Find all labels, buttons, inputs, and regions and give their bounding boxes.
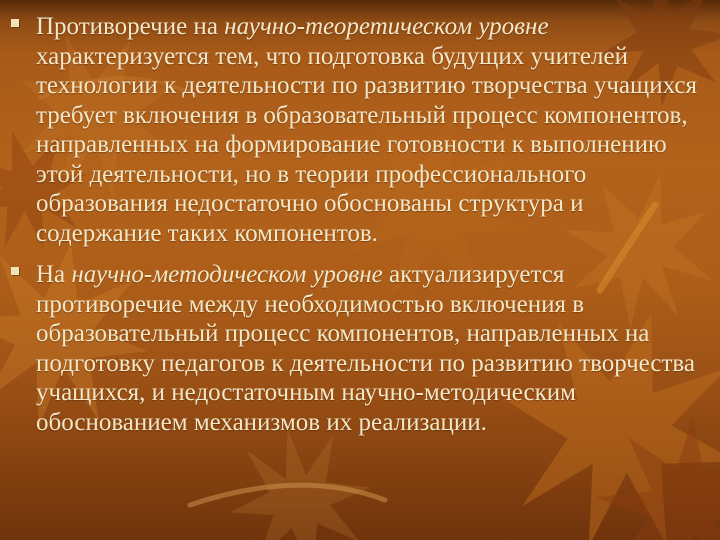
bullet-text-italic-phrase: научно-методическом уровне <box>71 261 383 288</box>
bullet-item <box>10 260 700 437</box>
bullet-text <box>36 13 697 247</box>
bullet-text <box>36 261 695 436</box>
leaf-stem-highlight-bottom <box>190 485 385 505</box>
bullet-text-prefix: Противоречие на <box>36 13 225 40</box>
bullet-text-italic-phrase: научно-теоретическом уровне <box>224 13 549 40</box>
square-bullet-icon <box>11 267 19 275</box>
bullet-text-suffix: актуализируется противоречие между необходимостью включения в образовательный процесс компонентов, направленных на подготовку педагогов к деятельности по развитию творчества учащихся, и недостаточным научно-методическим обоснованием механизмов их реализации. <box>36 261 695 436</box>
bullet-text-prefix: На <box>36 261 72 288</box>
slide-body-text-block <box>10 12 700 449</box>
square-bullet-icon <box>11 19 19 27</box>
bullet-item <box>10 12 700 248</box>
bullet-text-suffix: характеризуется тем, что подготовка будущих учителей технологии к деятельности по развитию творчества учащихся требует включения в образовательный процесс компонентов, направленных на формирование готовности к выполнению этой деятельности, но в теории профессионального образования недостаточно обоснованы структура и содержание таких компонентов. <box>36 42 697 247</box>
